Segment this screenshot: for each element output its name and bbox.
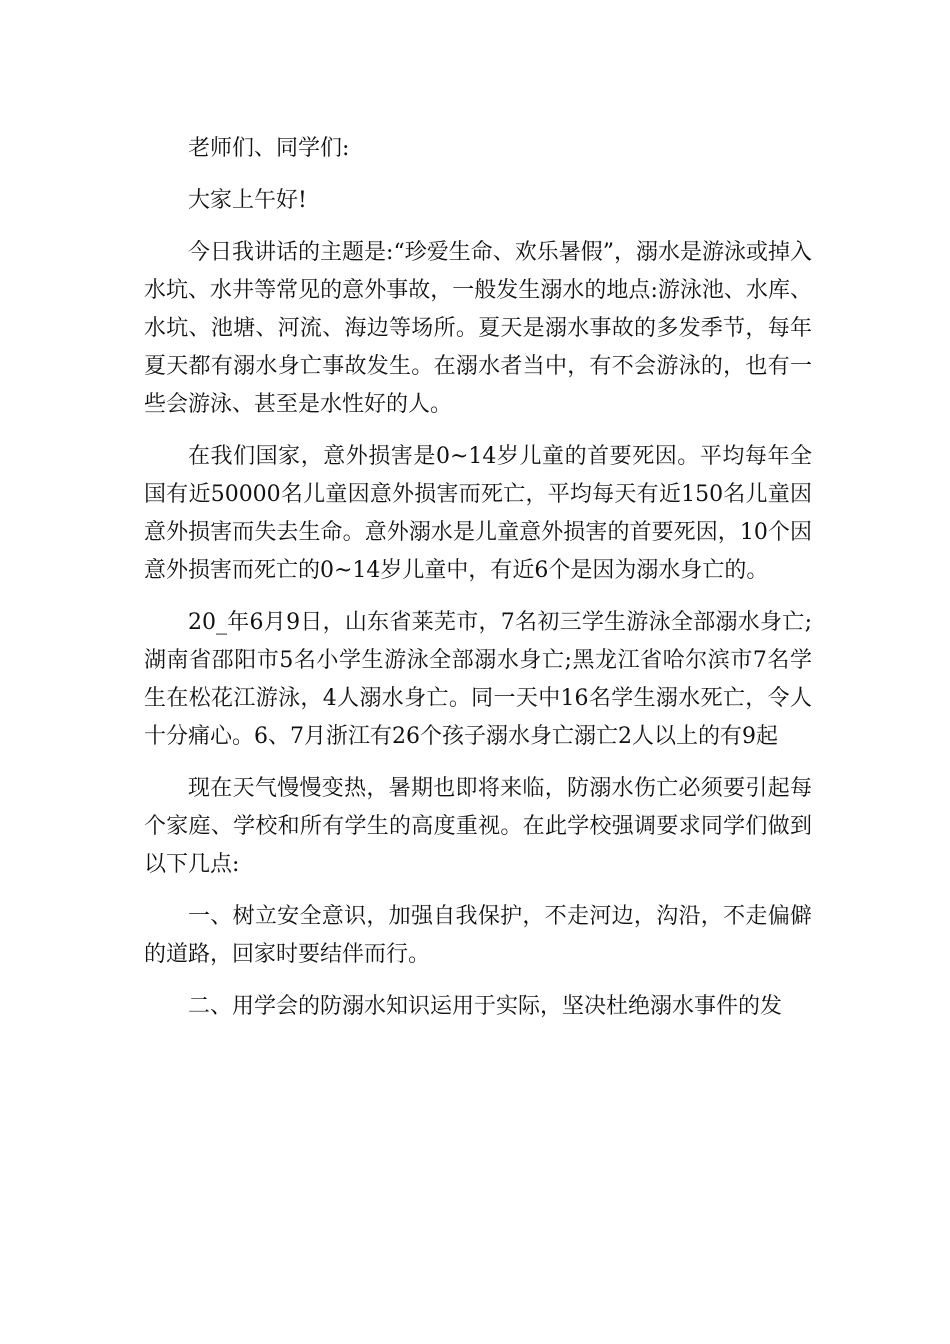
statistics-paragraph: 在我们国家，意外损害是0~14岁儿童的首要死因。平均每年全国有近50000名儿童因意外损害而死亡，平均每天有近150名儿童因意外损害而失去生命。意外溺水是儿童意外损害的首要死因，10个因意外损害而死亡的0~14岁儿童中，有近6个是因为溺水身亡的。 [144, 444, 812, 583]
theme-paragraph: 今日我讲话的主题是:“珍爱生命、欢乐暑假”，溺水是游泳或掉入水坑、水井等常见的意外事故，一般发生溺水的地点:游泳池、水库、水坑、池塘、河流、海边等场所。夏天是溺水事故的多发季节，每年夏天都有溺水身亡事故发生。在溺水者当中，有不会游泳的，也有一些会游泳、甚至是水性好的人。 [144, 240, 812, 417]
salutation-paragraph: 大家上午好! [188, 188, 307, 213]
requirement-two-paragraph: 二、用学会的防溺水知识运用于实际，坚决杜绝溺水事件的发 [188, 994, 783, 1019]
requirement-one-paragraph: 一、树立安全意识，加强自我保护，不走河边，沟沿，不走偏僻的道路，回家时要结伴而行。 [144, 904, 812, 967]
requirements-intro-paragraph: 现在天气慢慢变热，暑期也即将来临，防溺水伤亡必须要引起每个家庭、学校和所有学生的高度重视。在此学校强调要求同学们做到以下几点: [144, 776, 812, 877]
document-body [144, 130, 812, 1040]
greeting-paragraph: 老师们、同学们: [188, 136, 350, 161]
incident-paragraph: 20_年6月9日，山东省莱芜市，7名初三学生游泳全部溺水身亡;湖南省邵阳市5名小学生游泳全部溺水身亡;黑龙江省哈尔滨市7名学生在松花江游泳，4人溺水身亡。同一天中16名学生溺水死亡，令人十分痛心。6、7月浙江有26个孩子溺水身亡溺亡2人以上的有9起 [144, 610, 812, 749]
